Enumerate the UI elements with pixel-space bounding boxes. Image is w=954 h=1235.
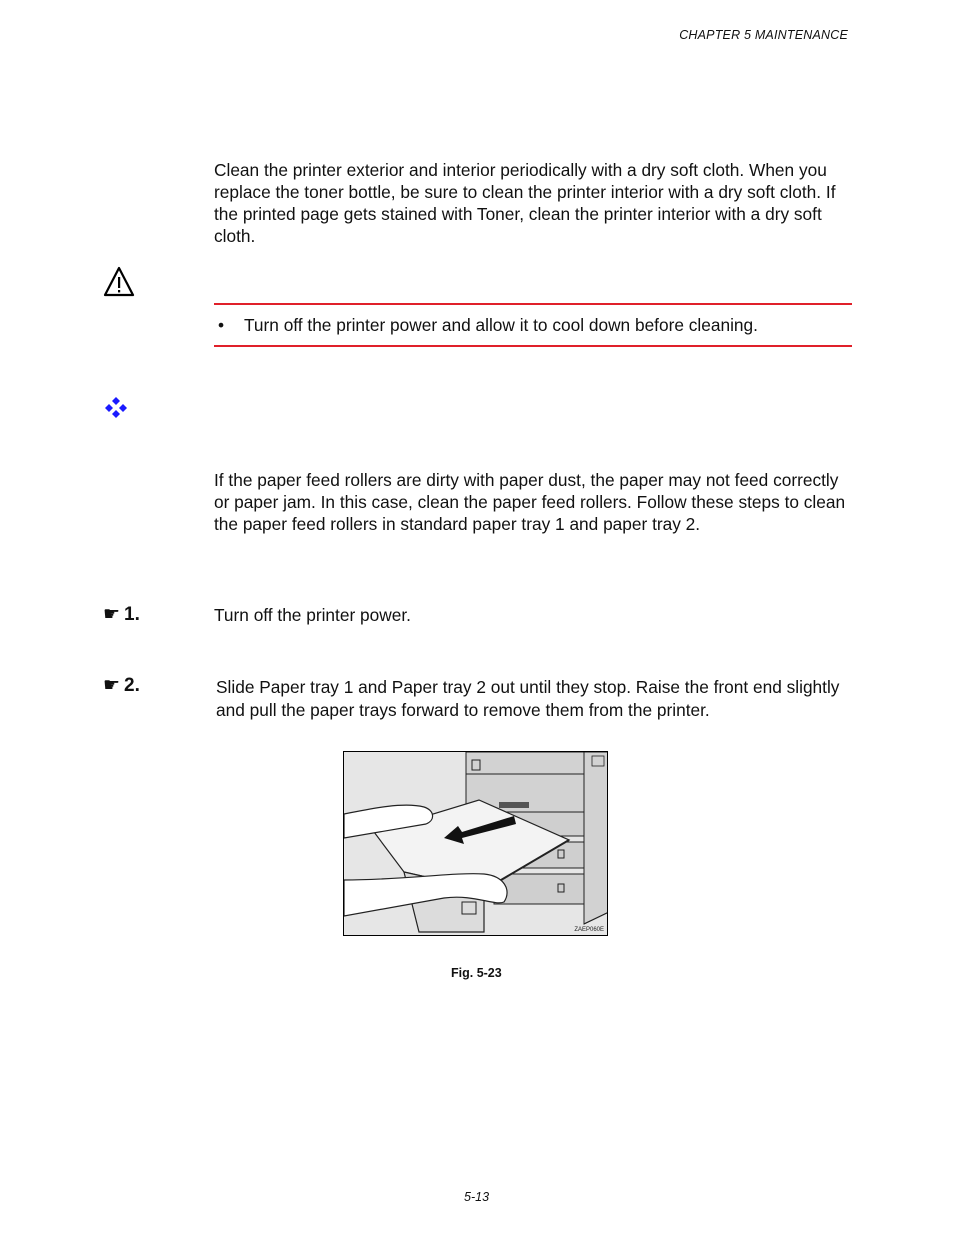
caution-bullet: •: [218, 315, 225, 335]
step-1-text: Turn off the printer power.: [214, 605, 411, 625]
running-header: CHAPTER 5 MAINTENANCE: [679, 28, 848, 42]
caution-top-rule: [214, 303, 852, 305]
figure-caption: Fig. 5-23: [451, 966, 502, 980]
figure-code: ZAEP060E: [574, 927, 604, 933]
step-2-text: Slide Paper tray 1 and Paper tray 2 out until they stop. Raise the front end slightly and pull the paper trays forward to remove them from the printer.: [216, 677, 840, 720]
intro-paragraph: Clean the printer exterior and interior periodically with a dry soft cloth. When you replace the toner bottle, be sure to clean the printer interior with a dry soft cloth. If the printed page gets stained with Toner, clean the printer interior with a dry soft cloth.: [214, 160, 836, 246]
caution-triangle-icon: [103, 266, 135, 298]
page-number: 5-13: [464, 1190, 490, 1204]
printer-tray-drawing: [344, 752, 608, 936]
pointing-hand-icon: ☛: [103, 675, 121, 696]
rollers-paragraph: If the paper feed rollers are dirty with paper dust, the paper may not feed correctly or paper jam. In this case, clean the paper feed rollers. Follow these steps to clean the paper feed rollers in standard paper tray 1 and paper tray 2.: [214, 470, 846, 534]
pointing-hand-icon: ☛: [103, 604, 121, 625]
step-2-marker: [103, 674, 140, 697]
step-2-number: 2.: [124, 675, 140, 696]
tray-removal-illustration: [343, 751, 608, 936]
caution-bottom-rule: [214, 345, 852, 347]
caution-text: Turn off the printer power and allow it to cool down before cleaning.: [244, 315, 758, 335]
step-1-marker: [103, 603, 140, 626]
step-1-number: 1.: [124, 604, 140, 625]
diamond-cluster-icon: [104, 397, 128, 419]
